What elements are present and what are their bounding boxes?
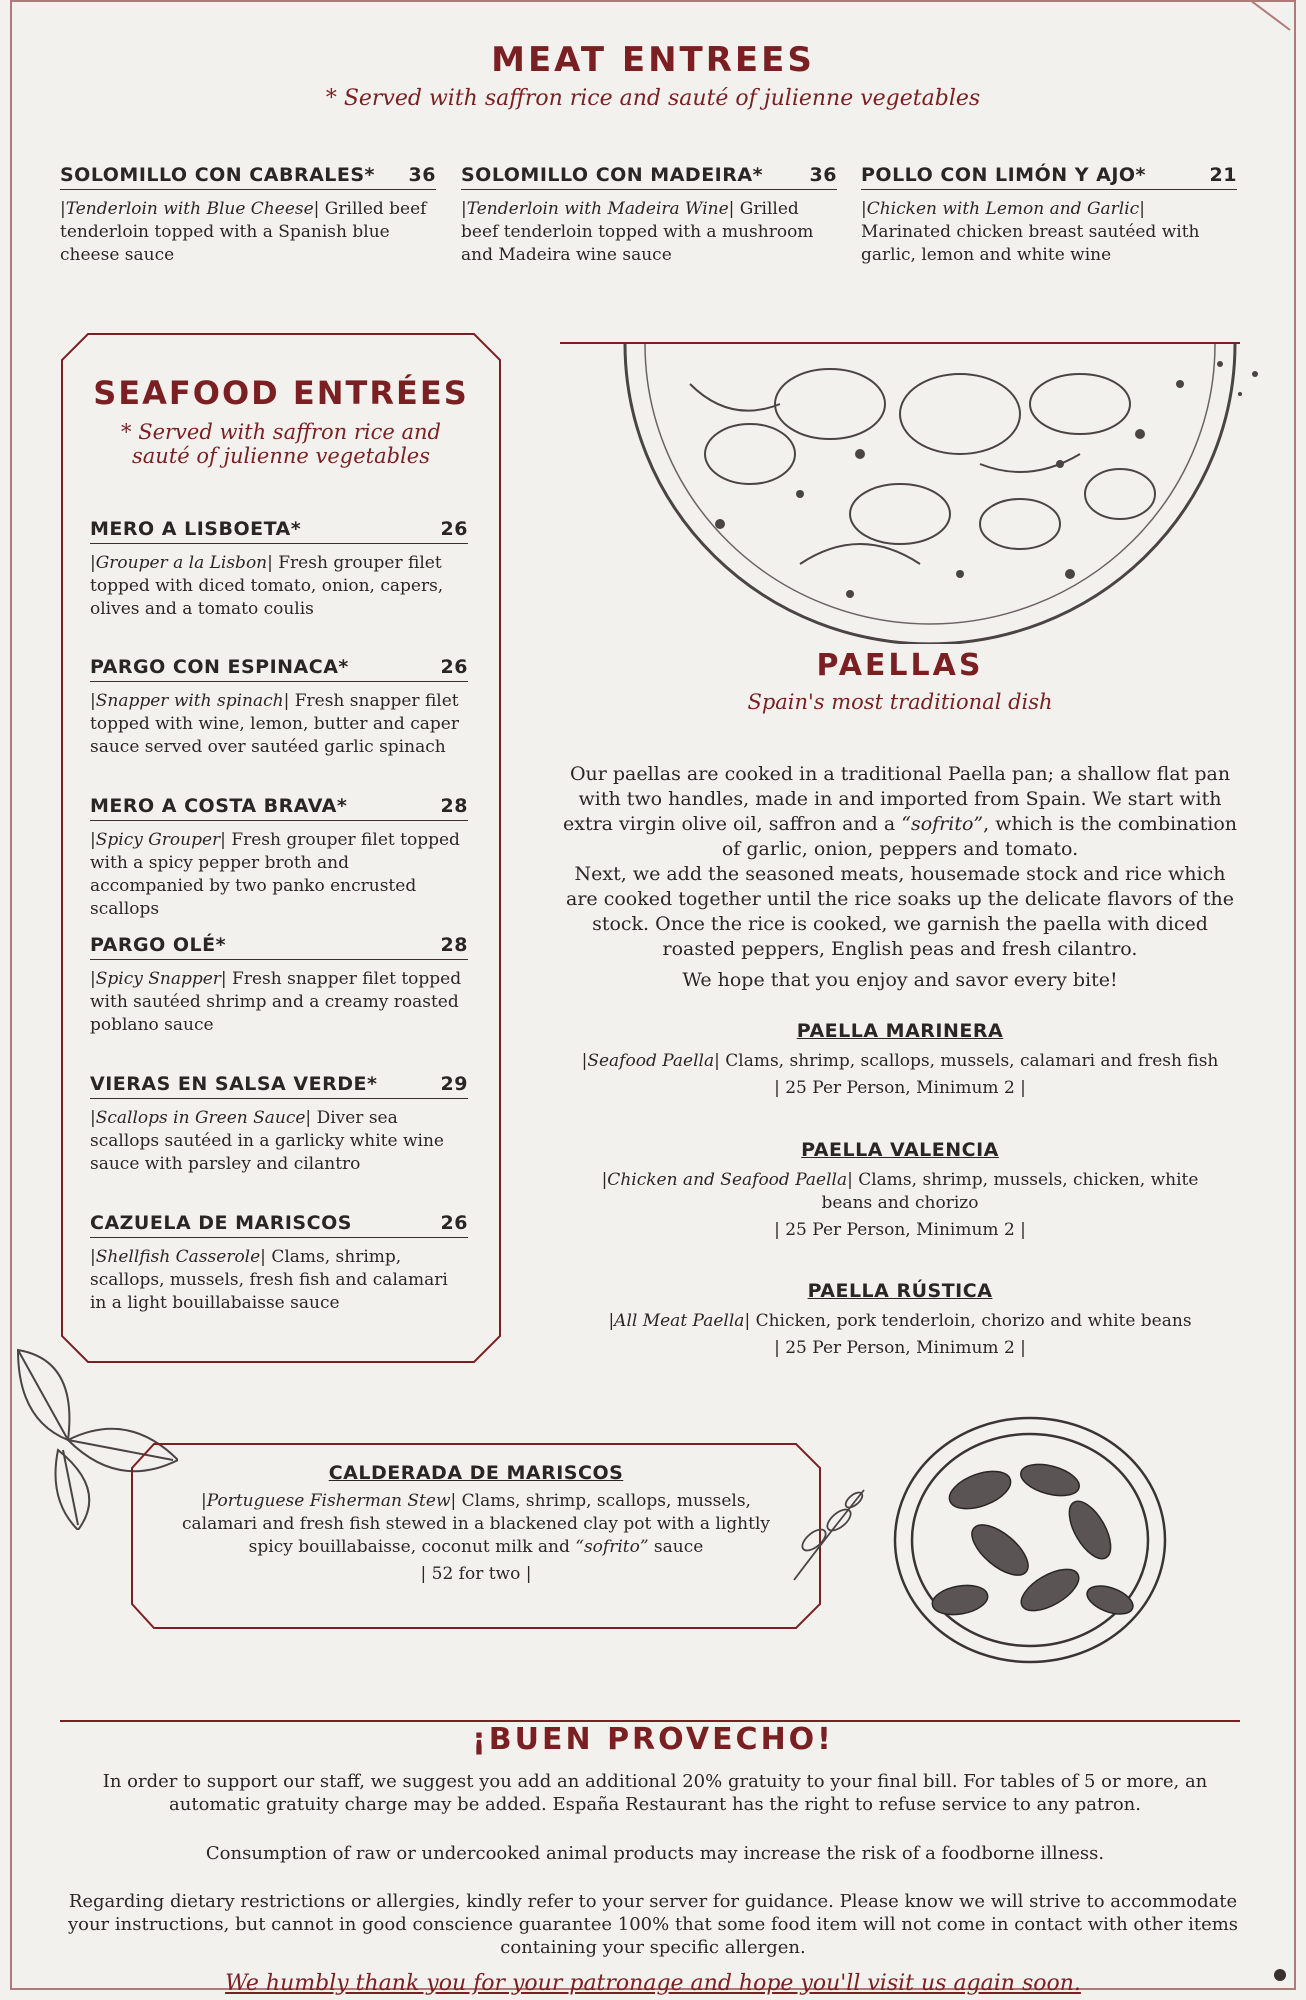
- paellas-closing: We hope that you enjoy and savor every bite!: [682, 969, 1118, 991]
- item-name: PAELLA RÚSTICA: [807, 1280, 993, 1302]
- item-name: SOLOMILLO CON CABRALES*: [60, 164, 375, 186]
- item-alt-name: |Spicy Grouper|: [90, 830, 226, 850]
- paella-pan-illustration: [600, 344, 1280, 644]
- item-description: Clams, shrimp, scallops, mussels, fresh fish and calamari in a light bouillabaisse sauce: [90, 1247, 448, 1313]
- item-price: 29: [440, 1073, 468, 1095]
- paella-item: PAELLA MARINERA |Seafood Paella| Clams, shrimp, scallops, mussels, calamari and fresh fish | 25 Per Person, Minimum 2 |: [560, 1020, 1240, 1100]
- item-description: Fresh grouper filet topped with diced tomato, onion, capers, olives and a tomato coulis: [90, 553, 444, 619]
- item-description: Fresh grouper filet topped with a spicy pepper broth and accompanied by two panko encrusted scallops: [90, 830, 460, 919]
- item-name: MERO A COSTA BRAVA*: [90, 795, 348, 817]
- seafood-entrees-title: SEAFOOD ENTRÉES: [93, 374, 469, 412]
- thank-you-line: We humbly thank you for your patronage and hope you'll visit us again soon.: [225, 1971, 1081, 1996]
- item-price: 36: [809, 164, 837, 186]
- corner-ornament: [1250, 0, 1306, 40]
- paella-item: PAELLA VALENCIA |Chicken and Seafood Paella| Clams, shrimp, mussels, chicken, white beans and chorizo | 25 Per Person, Minimum 2 |: [601, 1139, 1199, 1240]
- item-description: Marinated chicken breast sautéed with garlic, lemon and white wine: [861, 222, 1200, 265]
- item-price: 26: [440, 518, 468, 540]
- item-alt-name: |Chicken with Lemon and Garlic|: [861, 199, 1145, 219]
- meat-entrees-title: MEAT ENTREES: [491, 40, 815, 80]
- item-description: Grilled beef tenderloin topped with a mushroom and Madeira wine sauce: [461, 199, 814, 265]
- item-name: CALDERADA DE MARISCOS: [328, 1462, 624, 1484]
- herb-sprig-icon: [784, 1480, 874, 1590]
- item-price: 26: [440, 656, 468, 678]
- item-alt-name: |Tenderloin with Madeira Wine|: [461, 199, 735, 219]
- paella-item: PAELLA RÚSTICA |All Meat Paella| Chicken, pork tenderloin, chorizo and white beans | 25 Per Person, Minimum 2 |: [560, 1280, 1240, 1360]
- item-alt-name: |Grouper a la Lisbon|: [90, 553, 273, 573]
- item-name: PAELLA MARINERA: [796, 1020, 1004, 1042]
- seafood-item: [90, 795, 468, 921]
- item-price: | 25 Per Person, Minimum 2 |: [774, 1220, 1026, 1240]
- item-alt-name: |Spicy Snapper|: [90, 969, 227, 989]
- item-price: | 25 Per Person, Minimum 2 |: [774, 1338, 1026, 1358]
- item-name: PAELLA VALENCIA: [801, 1139, 999, 1161]
- seafood-item: [90, 518, 468, 621]
- meat-item: [861, 164, 1237, 267]
- item-price: 26: [440, 1212, 468, 1234]
- item-price: 36: [408, 164, 436, 186]
- mussels-pot-illustration: [880, 1410, 1180, 1670]
- seafood-item: [90, 1212, 468, 1315]
- caldera-item: CALDERADA DE MARISCOS |Portuguese Fisherman Stew| Clams, shrimp, scallops, mussels, calamari and fresh fish stewed in a blackened clay pot with a lightly spicy bouillabaisse, coconut milk and “sofrito” sauce | 52 for two |: [170, 1462, 782, 1586]
- item-alt-name: |Shellfish Casserole|: [90, 1247, 266, 1267]
- seafood-entrees-subtitle: * Served with saffron rice and sauté of julienne vegetables: [121, 420, 441, 468]
- item-name: PARGO OLÉ*: [90, 934, 227, 956]
- item-price: | 25 Per Person, Minimum 2 |: [774, 1078, 1026, 1098]
- foodborne-notice: Consumption of raw or undercooked animal products may increase the risk of a foodborne illness.: [205, 1843, 1105, 1864]
- buen-provecho-title: ¡BUEN PROVECHO!: [472, 1722, 834, 1757]
- item-name: MERO A LISBOETA*: [90, 518, 302, 540]
- item-alt-name: |Snapper with spinach|: [90, 691, 290, 711]
- paellas-subtitle: Spain's most traditional dish: [747, 690, 1053, 714]
- item-price: 28: [440, 934, 468, 956]
- item-alt-name: |Scallops in Green Sauce|: [90, 1108, 312, 1128]
- meat-item: [461, 164, 837, 267]
- meat-item: [60, 164, 436, 267]
- meat-entrees-subtitle: * Served with saffron rice and sauté of julienne vegetables: [325, 86, 981, 111]
- allergy-notice: Regarding dietary restrictions or allergies, kindly refer to your server for guidance. Please know we will strive to accommodate your instructions, but cannot in good conscience guarantee 100% that some food item will not come in contact with other items containing your specific allergen.: [67, 1891, 1239, 1958]
- item-price: | 52 for two |: [420, 1564, 532, 1584]
- paellas-title: PAELLAS: [816, 648, 984, 683]
- item-name: SOLOMILLO CON MADEIRA*: [461, 164, 764, 186]
- seafood-item: [90, 656, 468, 759]
- paellas-intro: Our paellas are cooked in a traditional Paella pan; a shallow flat pan with two handles, made in and imported from Spain. We start with extra virgin olive oil, saffron and a “sofrito”, which is the combination of garlic, onion, peppers and tomato. Next, we add the seasoned meats, housemade stock and rice which are cooked together until the rice soaks up the delicate flavors of the stock. Once the rice is cooked, we garnish the paella with diced roasted peppers, English peas and fresh cilantro. We hope that you enjoy and savor every bite!: [560, 762, 1240, 993]
- item-alt-name: |Tenderloin with Blue Cheese|: [60, 199, 320, 219]
- item-description: Grilled beef tenderloin topped with a Spanish blue cheese sauce: [60, 199, 427, 265]
- item-name: POLLO CON LIMÓN Y AJO*: [861, 164, 1146, 186]
- item-description: Fresh snapper filet topped with wine, lemon, butter and caper sauce served over sautéed garlic spinach: [90, 691, 459, 757]
- item-price: 28: [440, 795, 468, 817]
- item-name: VIERAS EN SALSA VERDE*: [90, 1073, 378, 1095]
- item-price: 21: [1209, 164, 1237, 186]
- gratuity-notice: In order to support our staff, we suggest you add an additional 20% gratuity to your final bill. For tables of 5 or more, an automatic gratuity charge may be added. España Restaurant has the right to refuse service to any patron.: [102, 1771, 1208, 1815]
- seafood-item: [90, 934, 468, 1037]
- seafood-item: [90, 1073, 468, 1176]
- item-description: Diver sea scallops sautéed in a garlicky white wine sauce with parsley and cilantro: [90, 1108, 444, 1174]
- item-name: CAZUELA DE MARISCOS: [90, 1212, 352, 1234]
- item-description: Fresh snapper filet topped with sautéed shrimp and a creamy roasted poblano sauce: [90, 969, 462, 1035]
- item-name: PARGO CON ESPINACA*: [90, 656, 349, 678]
